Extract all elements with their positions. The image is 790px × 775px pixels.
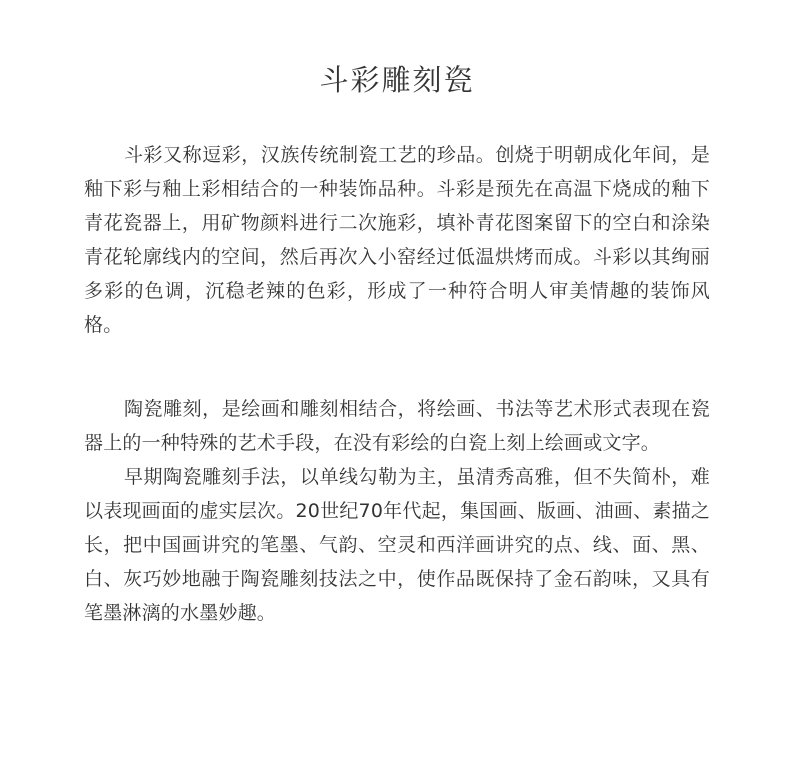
page-title: 斗彩雕刻瓷 [319,63,475,97]
paragraph-doucai: 斗彩又称逗彩，汉族传统制瓷工艺的珍品。创烧于明朝成化年间，是釉下彩与釉上彩相结合的一种装饰品种。斗彩是预先在高温下烧成的釉下青花瓷器上，用矿物颜料进行二次施彩，填补青花图案留下的空白和涂染青花轮廓线内的空间，然后再次入小窑经过低温烘烤而成。斗彩以其绚丽多彩的色调，沉稳老辣的色彩，形成了一种符合明人审美情趣的装饰风格。 [84,144,710,336]
paragraph-ceramic-carving: 陶瓷雕刻，是绘画和雕刻相结合，将绘画、书法等艺术形式表现在瓷器上的一种特殊的艺术手段，在没有彩绘的白瓷上刻上绘画或文字。 [84,398,710,454]
paragraph-early-technique: 早期陶瓷雕刻手法，以单线勾勒为主，虽清秀高雅，但不失简朴，难以表现画面的虚实层次。20世纪70年代起，集国画、版画、油画、素描之长，把中国画讲究的笔墨、气韵、空灵和西洋画讲究的点、线、面、黑、白、灰巧妙地融于陶瓷雕刻技法之中，使作品既保持了金石韵味，又具有笔墨淋漓的水墨妙趣。 [84,466,710,624]
article-body [84,138,710,630]
